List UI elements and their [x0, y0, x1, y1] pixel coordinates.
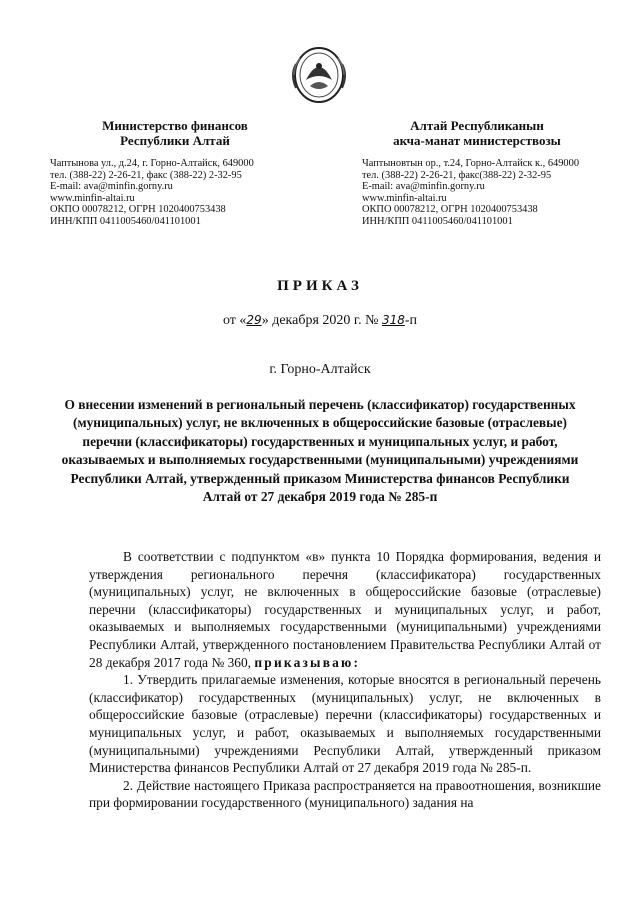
handwritten-number: 318 — [381, 313, 405, 327]
email-alt: E-mail: ava@minfin.gorny.ru — [362, 181, 485, 193]
intro-paragraph: В соответствии с подпунктом «в» пункта 10 Порядка формирования, ведения и утверждения регионального перечня (классификатора) государственных (муниципальных) услуг, не включенных в общероссийские базовые (отраслевые) перечни (классификаторы) государственных и муниципальных услуг, и работ, оказываемых и выполняемых государственными (муниципальными) учреждениями Республики Алтай, утвержденного постановлением Правительства Республики Алтай от 28 декабря 2017 года № 360, приказываю: — [89, 549, 601, 670]
phone-alt: тел. (388-22) 2-26-21, факс(388-22) 2-32-95 — [362, 169, 552, 181]
city-line: г. Горно-Алтайск — [269, 362, 371, 377]
header-left-block — [50, 118, 320, 228]
address-alt: Чаптыновтын ор., т.24, Горно-Алтайск к., 649000 — [362, 158, 580, 169]
okpo-ru: ОКПО 00078212, ОГРН 1020400753438 — [50, 204, 226, 216]
item-2-paragraph: 2. Действие настоящего Приказа распространяется на правоотношения, возникшие при формировании государственного (муниципального) задания на — [89, 777, 601, 811]
inn-alt: ИНН/КПП 0411005460/041101001 — [362, 215, 513, 227]
phone-ru: тел. (388-22) 2-26-21, факс (388-22) 2-32-95 — [50, 169, 242, 181]
inn-ru: ИНН/КПП 0411005460/041101001 — [50, 215, 201, 227]
website-alt: www.minfin-altai.ru — [362, 192, 447, 204]
address-ru: Чаптынова ул., д.24, г. Горно-Алтайск, 649000 — [50, 158, 254, 169]
ministry-name-alt: Алтай Республиканын акча-манат министерствозы — [393, 118, 561, 148]
ministry-name-ru: Министерство финансов Республики Алтай — [102, 118, 248, 148]
order-body — [89, 548, 601, 812]
order-word: приказываю: — [254, 654, 361, 670]
email-ru: E-mail: ava@minfin.gorny.ru — [50, 181, 173, 193]
handwritten-day: 29 — [246, 313, 262, 327]
order-subject: О внесении изменений в региональный перечень (классификатор) государственных (муниципальных) услуг, не включенных в общероссийские базовые (отраслевые) перечни (классификаторы) государственных и муниципальных услуг, и работ, оказываемых и выполняемых государственными (муниципальными) учреждениями Республики Алтай, утвержденный приказом Министерства финансов Республики Алтай от 27 декабря 2019 года № 285-п — [61, 397, 579, 505]
order-date-number: от «29» декабря 2020 г. № 318-п — [222, 313, 417, 328]
coat-of-arms-emblem — [284, 44, 354, 106]
document-title: ПРИКАЗ — [277, 278, 363, 294]
website-ru: www.minfin-altai.ru — [50, 192, 135, 204]
okpo-alt: ОКПО 00078212, ОГРН 1020400753438 — [362, 204, 538, 216]
item-1-paragraph: 1. Утвердить прилагаемые изменения, которые вносятся в региональный перечень (классификатор) государственных (муниципальных) услуг, не включенных в общероссийские базовые (отраслевые) перечни (классификаторы) государственных и муниципальных услуг, и работ, оказываемых и выполняемых государственными (муниципальными) учреждениями Республики Алтай, утвержденный приказом Министерства финансов Республики Алтай от 27 декабря 2019 года № 285-п. — [89, 672, 601, 776]
header-right-block — [362, 118, 632, 228]
